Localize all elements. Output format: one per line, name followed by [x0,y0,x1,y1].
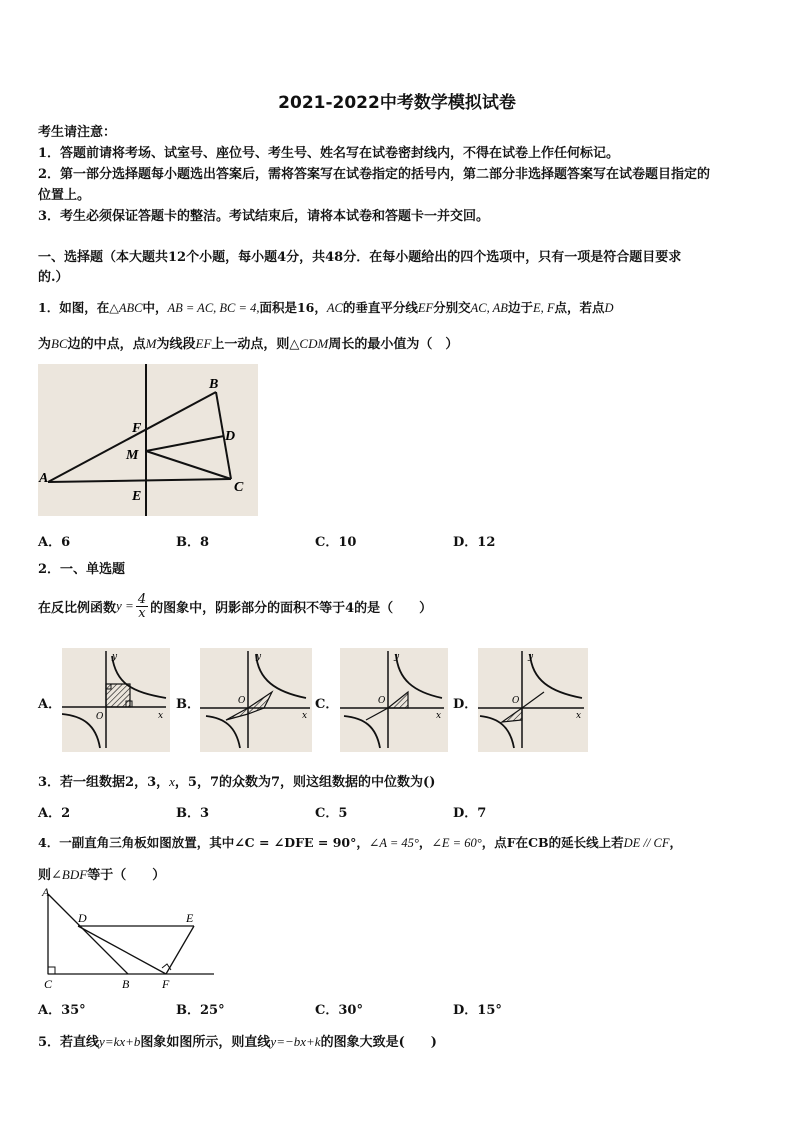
triangle-figure [38,364,258,516]
option-d[interactable]: D．15° [453,1003,502,1018]
label-d: D [78,911,87,925]
origin-label: O [512,696,520,706]
question-3-stem: 3．若一组数据2，3，x，5，7的众数为7，则这组数据的中位数为() [38,774,436,790]
x-axis-label: x [436,711,442,721]
origin-label: O [96,712,104,722]
label-e: E [132,489,142,504]
label-e: E [186,911,194,925]
label-b: B [122,977,130,991]
option-d[interactable]: D．12 [453,535,496,550]
origin-label: O [378,696,386,706]
x-axis-label: x [576,711,582,721]
notice-item: 3．考生必须保证答题卡的整洁。考试结束后，请将本试卷和答题卡一并交回。 [38,209,490,224]
question-4-figure [38,884,218,992]
question-2-stem: 在反比例函数 y = $\frac{4}{x}$ 的图象中，阴影部分的面积不等于4的是（ ） [38,591,433,621]
question-1-line-1: 1．如图，在△ABC中，AB = AC, BC = 4,面积是16，AC的垂直平分线EF分别交AC, AB边于E, F点，若点D [38,300,614,315]
notice-item: 2．第一部分选择题每小题选出答案后，需将答案写在试卷指定的括号内，第二部分非选择题答案写在试卷题目指定的 [38,167,711,182]
label-f: F [132,421,142,436]
option-b[interactable]: B．8 [176,535,210,550]
q2-option-a-label[interactable]: A． [38,697,62,712]
label-c: C [234,480,244,495]
question-1-line-2: 为BC边的中点，点M为线段EF上一动点，则△CDM周长的最小值为（ ） [38,336,459,352]
option-c[interactable]: C．5 [315,806,348,821]
origin-label: O [238,696,246,706]
option-b[interactable]: B．25° [176,1003,225,1018]
section-heading: 一、选择题（本大题共12个小题，每小题4分，共48分．在每小题给出的四个选项中，只有一项是符合题目要求 [38,250,682,265]
question-1-figure [38,364,258,516]
label-c: C [44,977,53,991]
question-2-heading: 2．一、单选题 [38,562,126,577]
notice-item: 1．答题前请将考场、试室号、座位号、考生号、姓名写在试卷密封线内，不得在试卷上作任何标记。 [38,146,620,161]
q2-option-d-label[interactable]: D． [453,697,478,712]
option-b[interactable]: B．3 [176,806,210,821]
y-axis-label: y [528,652,534,662]
page-title: 2021-2022中考数学模拟试卷 [278,93,516,113]
question-4-line-1: 4．一副直角三角板如图放置，其中∠C = ∠DFE = 90°，∠A = 45°，∠E = 60°，点F在CB的延长线上若DE // CF， [38,835,682,850]
q2-option-b-label[interactable]: B． [176,697,200,712]
y-axis-label: y [112,652,118,662]
q2-graph-a[interactable] [62,648,170,752]
label-d: D [225,429,236,444]
notice-heading: 考生请注意： [38,125,117,140]
label-b: B [209,377,219,392]
label-a: A [42,885,50,899]
x-axis-label: x [158,711,164,721]
option-c[interactable]: C．10 [315,535,357,550]
y-axis-label: y [256,652,262,662]
label-f: F [162,977,170,991]
q2-graph-c[interactable] [340,648,448,752]
question-5-stem: 5．若直线y=kx+b图象如图所示，则直线y=−bx+k的图象大致是( ) [38,1034,437,1050]
y-axis-label: y [394,652,400,662]
notice-item: 位置上。 [38,188,91,203]
x-axis-label: x [302,711,308,721]
q2-graph-d[interactable] [478,648,588,752]
section-heading-cont: 的.） [38,270,69,285]
option-a[interactable]: A．2 [38,806,71,821]
option-a[interactable]: A．35° [38,1003,86,1018]
label-a: A [39,471,49,486]
label-m: M [126,448,139,463]
option-d[interactable]: D．7 [453,806,487,821]
q2-graph-b[interactable] [200,648,312,752]
option-c[interactable]: C．30° [315,1003,363,1018]
question-4-line-2: 则∠BDF等于（ ） [38,867,166,883]
fraction: $\frac{4}{x}$ [137,591,147,621]
q2-option-c-label[interactable]: C． [315,697,339,712]
option-a[interactable]: A．6 [38,535,71,550]
